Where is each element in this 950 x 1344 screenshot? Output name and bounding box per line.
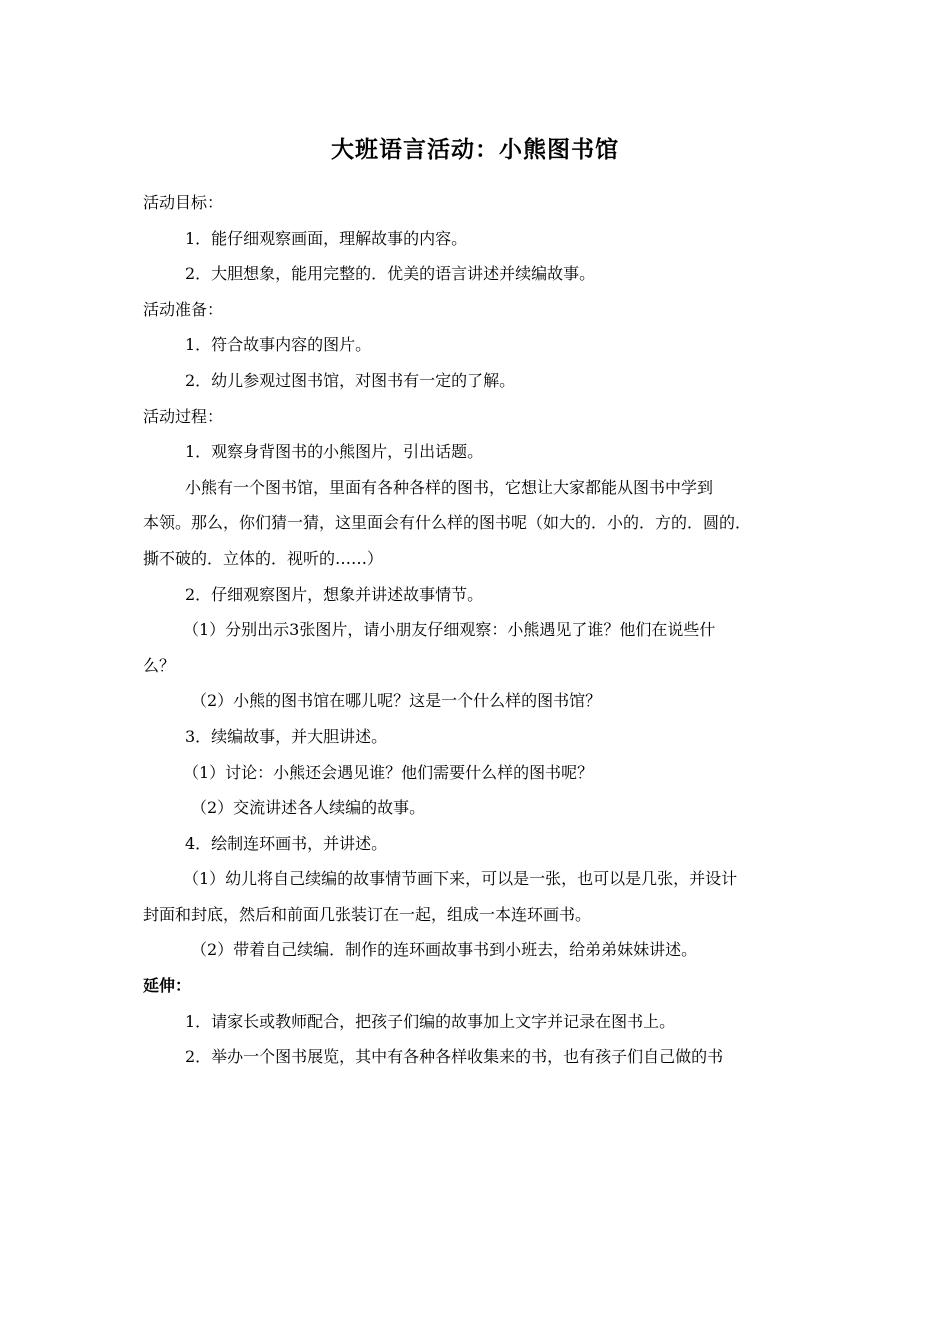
sub-item-line: （2）交流讲述各人续编的故事。	[191, 798, 426, 818]
goal-item-1: 1．能仔细观察画面，理解故事的内容。	[185, 228, 468, 248]
extension-item-2: 2．举办一个图书展览，其中有各种各样收集来的书，也有孩子们自己做的书	[185, 1047, 724, 1067]
sub-item-line: 么？	[143, 655, 176, 675]
sub-item-line: （1）讨论：小熊还会遇见谁？他们需要什么样的图书呢？	[183, 762, 594, 782]
paragraph-line: 撕不破的．立体的．视听的……）	[143, 548, 384, 568]
section-heading-extension: 延伸：	[143, 976, 192, 996]
sub-item-line: （1）分别出示3张图片，请小朋友仔细观察：小熊遇见了谁？他们在说些什	[183, 620, 716, 640]
sub-item-line: （2）带着自己续编．制作的连环画故事书到小班去，给弟弟妹妹讲述。	[191, 940, 698, 960]
preparation-item-1: 1．符合故事内容的图片。	[185, 335, 372, 355]
process-step-2: 2．仔细观察图片，想象并讲述故事情节。	[185, 584, 484, 604]
process-step-3: 3．续编故事，并大胆讲述。	[185, 726, 388, 746]
goal-item-2: 2．大胆想象，能用完整的．优美的语言讲述并续编故事。	[185, 264, 596, 284]
process-step-1: 1．观察身背图书的小熊图片，引出话题。	[185, 442, 484, 462]
sub-item-line: （1）幼儿将自己续编的故事情节画下来，可以是一张，也可以是几张，并设计	[183, 869, 738, 889]
document-title: 大班语言活动：小熊图书馆	[331, 137, 619, 163]
sub-item-line: 封面和封底，然后和前面几张装订在一起，组成一本连环画书。	[143, 904, 592, 924]
sub-item-line: （2）小熊的图书馆在哪儿呢？这是一个什么样的图书馆？	[191, 691, 602, 711]
process-step-4: 4．绘制连环画书，并讲述。	[185, 833, 388, 853]
paragraph-line: 小熊有一个图书馆，里面有各种各样的图书，它想让大家都能从图书中学到	[185, 477, 714, 497]
document-body	[143, 185, 813, 1075]
preparation-item-2: 2．幼儿参观过图书馆，对图书有一定的了解。	[185, 370, 516, 390]
section-heading-preparation: 活动准备：	[143, 299, 224, 319]
paragraph-line: 本领。那么，你们猜一猜，这里面会有什么样的图书呢（如大的．小的．方的．圆的．	[143, 513, 752, 533]
extension-item-1: 1．请家长或教师配合，把孩子们编的故事加上文字并记录在图书上。	[185, 1011, 676, 1031]
section-heading-process: 活动过程：	[143, 406, 224, 426]
section-heading-goals: 活动目标：	[143, 193, 224, 212]
